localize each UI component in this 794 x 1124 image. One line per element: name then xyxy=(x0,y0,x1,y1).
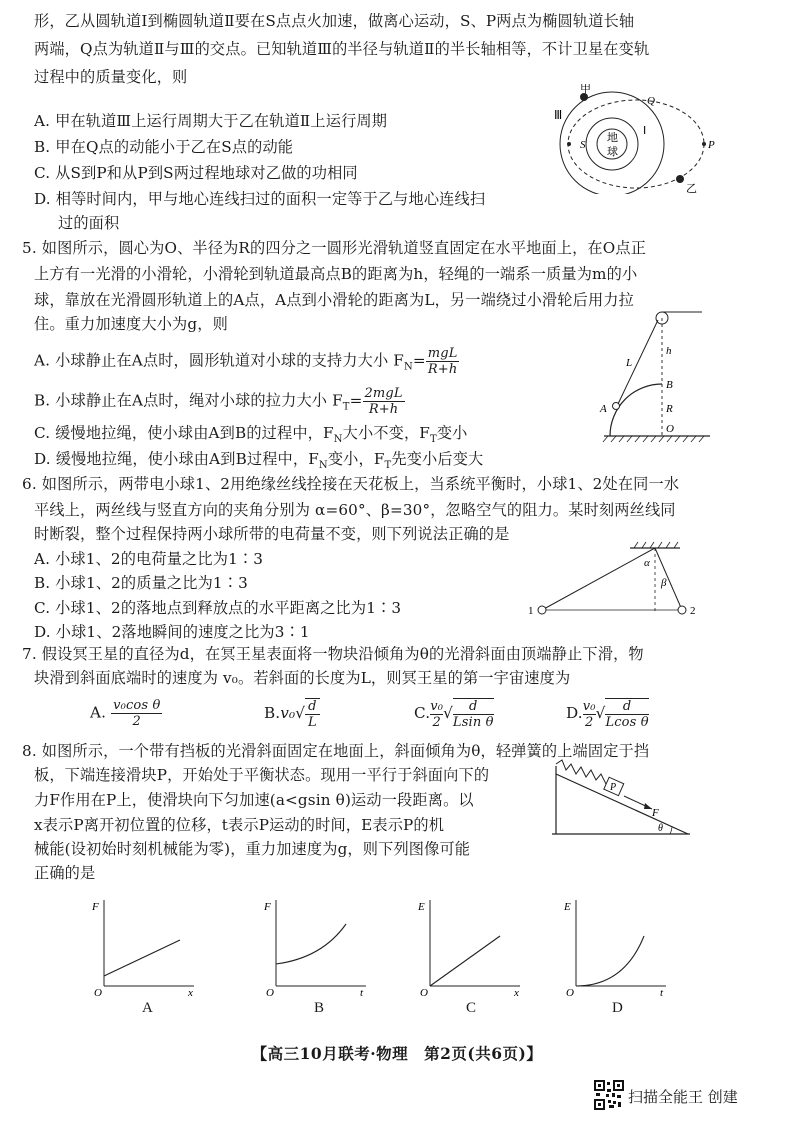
q8-stem: 8. 如图所示，一个带有挡板的光滑斜面固定在地面上，斜面倾角为θ，轻弹簧的上端固定于挡 xyxy=(22,742,650,760)
text-line: 形，乙从圆轨道Ⅰ到椭圆轨道Ⅱ要在S点点火加速，做离心运动，S、P两点为椭圆轨道长轴 xyxy=(34,12,635,30)
orbit-label: Ⅲ xyxy=(554,108,563,122)
orbit-label: Ⅰ xyxy=(643,125,647,137)
q6-stem: 6. 如图所示，两带电小球1、2用绝缘丝线拴接在天花板上，当系统平衡时，小球1、2处在同一水 xyxy=(22,475,680,493)
option-a: A. 甲在轨道Ⅲ上运行周期大于乙在轨道Ⅱ上运行周期 xyxy=(34,112,388,130)
track-label: O xyxy=(666,423,674,435)
axis-label: O xyxy=(94,987,102,999)
q6-stem: 平线上，两丝线与竖直方向的夹角分别为 α=60°、β=30°，忽略空气的阻力。某时刻两丝线同 xyxy=(34,501,676,519)
axis-label: F xyxy=(92,901,99,913)
q8-stem: 正确的是 xyxy=(34,864,96,882)
orbit-label: Q xyxy=(647,95,655,107)
q6-option-a: A. 小球1、2的电荷量之比为1∶3 xyxy=(34,550,264,568)
graph-label: A xyxy=(142,1000,153,1016)
q7-stem: 块滑到斜面底端时的速度为 v₀。若斜面的长度为L，则冥王星的第一宇宙速度为 xyxy=(34,669,571,687)
track-figure xyxy=(590,306,720,450)
q7-option-a: A. $\frac{\text{v₀cos θ}}{2}$ xyxy=(90,698,161,729)
q5-stem: 上方有一光滑的小滑轮，小滑轮到轨道最高点B的距离为h，轻绳的一端系一质量为m的小 xyxy=(34,265,638,283)
graph-label: C xyxy=(466,1000,477,1016)
orbit-label: 乙 xyxy=(686,183,697,194)
qr-code-icon xyxy=(594,1080,624,1110)
orbit-label: 甲 xyxy=(580,84,591,95)
graph-option-d xyxy=(562,896,674,1000)
balls-figure xyxy=(520,540,720,620)
balls-label: β xyxy=(661,577,667,589)
q7-option-c: C. $\frac{\text{v₀}}{2}$ √ $\frac{d}{\text{Lsin θ}}$ xyxy=(414,698,494,730)
q6-option-c: C. 小球1、2的落地点到释放点的水平距离之比为1∶3 xyxy=(34,599,402,617)
option-c: C. 从S到P和从P到S两过程地球对乙做的功相同 xyxy=(34,164,358,182)
axis-label: E xyxy=(418,901,425,913)
orbit-label: S xyxy=(580,139,586,151)
q5-option-b: B. 小球静止在A点时，绳对小球的拉力大小 $F_T=$ 2mgL R+h xyxy=(34,386,403,417)
track-label: R xyxy=(666,403,673,415)
q5-option-d: D. 缓慢地拉绳，使小球由A到B过程中，$F_N$变小，$F_T$先变小后变大 xyxy=(34,450,484,472)
axis-label: x xyxy=(514,987,519,999)
q5-option-c: C. 缓慢地拉绳，使小球由A到B的过程中，$F_N$大小不变，$F_T$变小 xyxy=(34,424,468,446)
axis-label: O xyxy=(566,987,574,999)
track-label: h xyxy=(666,345,672,357)
track-label: A xyxy=(600,403,607,415)
option-b: B. 甲在Q点的动能小于乙在S点的动能 xyxy=(34,138,294,156)
track-label: L xyxy=(626,357,633,369)
option-d-cont: 过的面积 xyxy=(58,214,120,232)
q6-stem: 时断裂，整个过程保持两小球所带的电荷量不变，则下列说法正确的是 xyxy=(34,525,510,543)
q8-stem: x表示P离开初位置的位移，t表示P运动的时间，E表示P的机 xyxy=(34,816,445,834)
q8-stem: 板，下端连接滑块P，开始处于平衡状态。现用一平行于斜面向下的 xyxy=(34,766,490,784)
orbit-label: P xyxy=(708,139,715,151)
scanner-brand: 扫描全能王 创建 xyxy=(628,1088,738,1106)
q7-option-d: D. $\frac{\text{v₀}}{2}$ √ $\frac{d}{\text{Lcos θ}}$ xyxy=(566,698,649,730)
axis-label: F xyxy=(264,901,271,913)
q8-stem: 械能(设初始时刻机械能为零)，重力加速度为g，则下列图像可能 xyxy=(34,840,471,858)
graph-label: B xyxy=(314,1000,325,1016)
graph-option-b xyxy=(262,896,374,1000)
orbit-label: 球 xyxy=(607,146,618,158)
axis-label: O xyxy=(266,987,274,999)
graph-label: D xyxy=(612,1000,623,1016)
q5-option-a: A. 小球静止在A点时，圆形轨道对小球的支持力大小 $F_N=$ mgL R+h xyxy=(34,346,458,377)
axis-label: t xyxy=(360,987,364,999)
orbit-label: 地 xyxy=(607,132,618,144)
q5-stem: 球，靠放在光滑圆形轨道上的A点，A点到小滑轮的距离为L，另一端绕过小滑轮后用力拉 xyxy=(34,291,634,309)
axis-label: x xyxy=(188,987,193,999)
balls-label: α xyxy=(644,557,650,569)
q8-stem: 力F作用在P上，使滑块向下匀加速(a<gsin θ)运动一段距离。以 xyxy=(34,791,474,809)
q5-stem: 5. 如图所示，圆心为O、半径为R的四分之一圆形光滑轨道竖直固定在水平地面上，在O点正 xyxy=(22,239,647,257)
q6-option-b: B. 小球1、2的质量之比为1∶3 xyxy=(34,574,248,592)
incline-label: F xyxy=(652,807,659,819)
q7-stem: 7. 假设冥王星的直径为d，在冥王星表面将一物块沿倾角为θ的光滑斜面由顶端静止下滑，物 xyxy=(22,645,644,663)
axis-label: E xyxy=(564,901,571,913)
incline-label: θ xyxy=(658,823,663,834)
text-line: 过程中的质量变化，则 xyxy=(34,68,188,86)
q6-option-d: D. 小球1、2落地瞬间的速度之比为3∶1 xyxy=(34,623,310,641)
axis-label: O xyxy=(420,987,428,999)
option-d: D. 相等时间内，甲与地心连线扫过的面积一定等于乙与地心连线扫 xyxy=(34,190,486,208)
balls-label: 1 xyxy=(528,605,534,617)
graph-option-c xyxy=(416,896,528,1000)
q5-stem: 住。重力加速度大小为g，则 xyxy=(34,315,228,333)
graph-option-a xyxy=(90,896,202,1000)
track-label: B xyxy=(666,379,673,391)
incline-label: P xyxy=(610,782,617,793)
orbit-figure xyxy=(550,84,720,194)
incline-figure xyxy=(548,752,698,844)
balls-label: 2 xyxy=(690,605,696,617)
axis-label: t xyxy=(660,987,664,999)
q7-option-b: B.v₀√ $\frac{d}{L}$ xyxy=(264,698,320,730)
page-footer: 【高三10月联考·物理 第2页(共6页)】 xyxy=(251,1044,543,1063)
text-line: 两端，Q点为轨道Ⅱ与Ⅲ的交点。已知轨道Ⅲ的半径与轨道Ⅱ的半长轴相等，不计卫星在变轨 xyxy=(34,40,650,58)
